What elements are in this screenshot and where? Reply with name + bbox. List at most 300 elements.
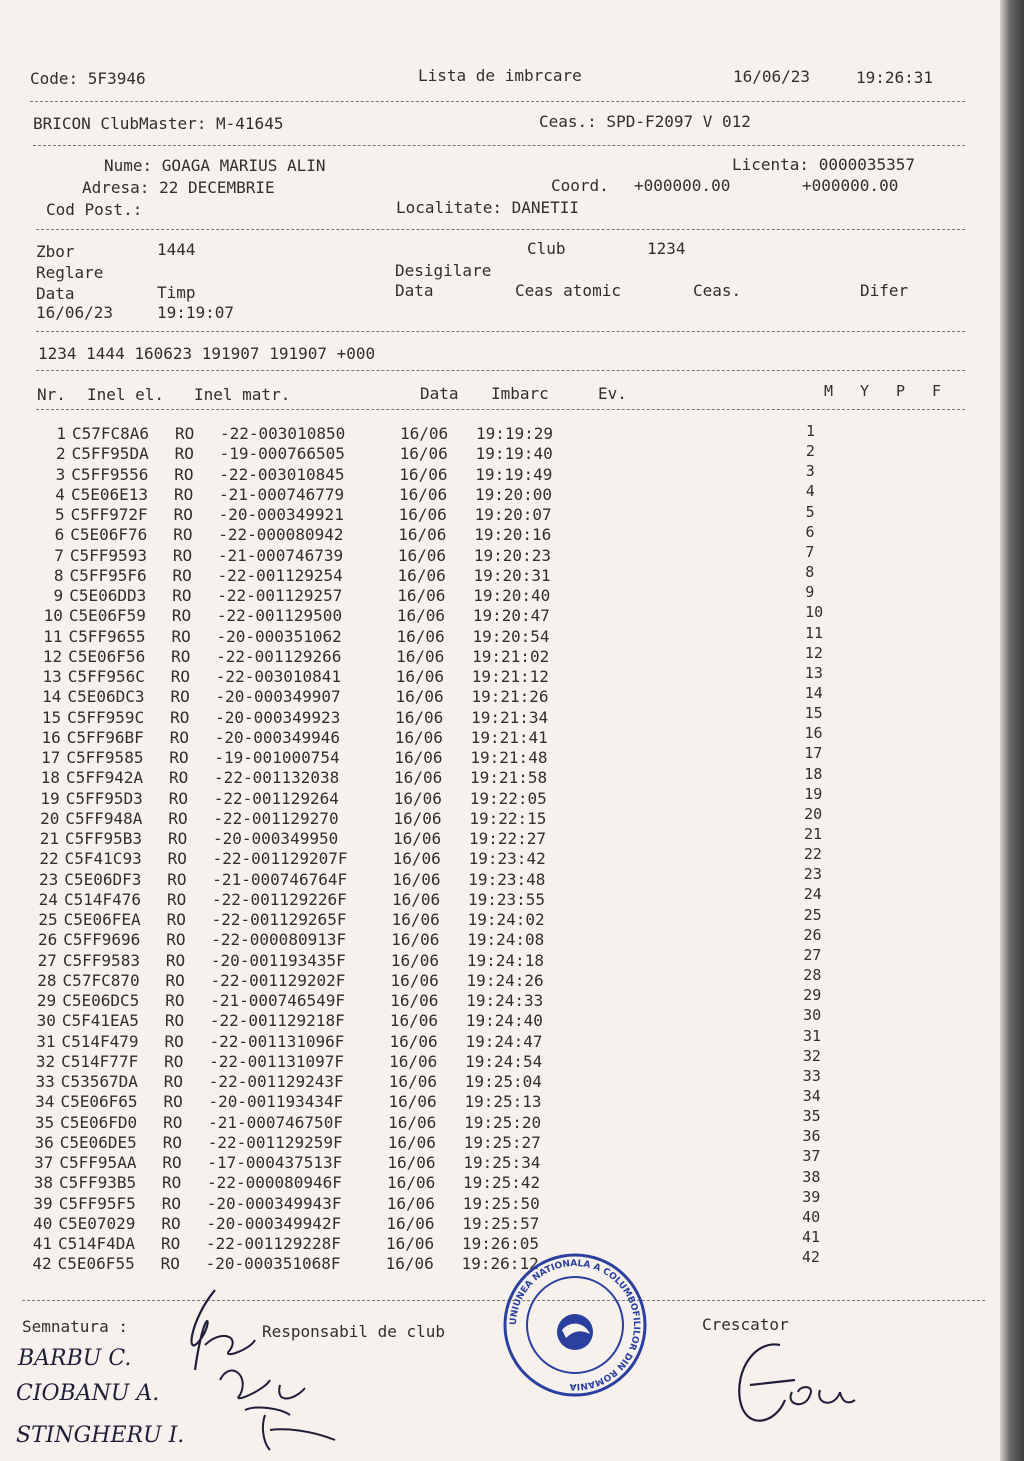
entry-date: 16/06 xyxy=(390,950,440,970)
electronic-ring: C5E06FEA xyxy=(63,910,141,929)
handwritten-name-3: STINGHERU I. xyxy=(16,1423,185,1448)
country-code: RO xyxy=(162,1153,182,1172)
coord-label: Coord. xyxy=(551,176,609,195)
electronic-ring: C5E06F55 xyxy=(57,1254,135,1274)
country-code: RO xyxy=(172,586,192,605)
entry-time: 19:25:34 xyxy=(463,1153,541,1172)
entry-time: 19:20:31 xyxy=(473,565,551,585)
divider xyxy=(36,370,965,371)
country-code: RO xyxy=(169,768,189,788)
row-number: 28 xyxy=(37,970,57,990)
entry-time: 19:19:40 xyxy=(475,444,553,464)
m-value: 5 xyxy=(805,502,815,521)
country-code: RO xyxy=(163,1092,183,1112)
row-number: 38 xyxy=(33,1173,54,1193)
ring-number: -20-000349943F xyxy=(206,1193,342,1213)
row-number: 27 xyxy=(37,950,57,970)
ring-number: -22-001129228F xyxy=(206,1234,341,1253)
entry-time: 19:23:42 xyxy=(468,849,546,869)
row-number: 39 xyxy=(33,1193,53,1213)
row-number: 22 xyxy=(39,849,59,869)
row-number: 35 xyxy=(34,1112,55,1132)
electronic-ring: C5FF93B5 xyxy=(59,1173,137,1193)
row-number: 14 xyxy=(42,687,62,707)
data-label-2: Data xyxy=(395,281,434,300)
country-code: RO xyxy=(162,1132,183,1152)
m-value: 31 xyxy=(803,1026,822,1045)
ring-number: -19-001000754 xyxy=(214,748,340,767)
ring-number: -20-000349942F xyxy=(206,1213,342,1233)
table-row xyxy=(20,986,920,1011)
country-code: RO xyxy=(169,748,189,767)
row-number: 30 xyxy=(36,1011,56,1031)
country-code: RO xyxy=(175,424,195,443)
country-code: RO xyxy=(170,667,191,686)
table-row xyxy=(23,825,923,849)
country-code: RO xyxy=(163,1072,184,1091)
entry-date: 16/06 xyxy=(386,1234,435,1253)
ring-number: -21-000746739 xyxy=(217,545,344,565)
ring-number: -20-000349907 xyxy=(215,687,341,707)
page-title: Lista de imbrcare xyxy=(418,66,582,85)
divider xyxy=(36,409,965,410)
table-row xyxy=(25,724,925,748)
row-number: 24 xyxy=(38,889,58,909)
background-edge xyxy=(1000,0,1024,1461)
entry-time: 19:26:12 xyxy=(461,1254,539,1274)
electronic-ring: C5F41C93 xyxy=(64,849,142,869)
electronic-ring: C5E06F59 xyxy=(68,606,146,626)
table-row xyxy=(16,1248,916,1274)
table-row xyxy=(27,583,927,606)
m-value: 38 xyxy=(802,1167,821,1186)
country-code: RO xyxy=(168,829,188,848)
row-number: 2 xyxy=(56,444,66,464)
ring-number: -22-001129226F xyxy=(211,889,347,909)
m-value: 39 xyxy=(802,1187,821,1206)
entry-time: 19:21:34 xyxy=(471,707,549,727)
ring-number: -22-001129270 xyxy=(213,808,339,828)
country-code: RO xyxy=(161,1234,181,1253)
table-row xyxy=(30,424,930,444)
table-row xyxy=(21,966,921,991)
ring-number: -17-000437513F xyxy=(207,1153,343,1172)
entry-time: 19:21:41 xyxy=(470,727,548,747)
table-row xyxy=(22,865,922,890)
m-value: 11 xyxy=(805,623,824,642)
table-row xyxy=(25,683,925,707)
responsabil-label: Responsabil de club xyxy=(262,1322,446,1341)
entry-date: 16/06 xyxy=(397,565,446,585)
m-value: 35 xyxy=(802,1107,821,1126)
entry-date: 16/06 xyxy=(389,1051,438,1071)
ring-number: -22-000080946F xyxy=(207,1173,342,1193)
entry-date: 16/06 xyxy=(388,1112,437,1132)
ring-number: -22-001129202F xyxy=(210,970,346,990)
ring-number: -22-001129218F xyxy=(209,1011,345,1031)
country-code: RO xyxy=(166,930,186,950)
entry-time: 19:22:27 xyxy=(469,829,547,848)
row-number: 10 xyxy=(43,606,63,626)
electronic-ring: C57FC8A6 xyxy=(72,424,150,443)
ring-number: -20-001193435F xyxy=(210,950,346,970)
electronic-ring: C5E06F65 xyxy=(60,1092,138,1112)
row-number: 37 xyxy=(34,1153,54,1172)
m-value: 36 xyxy=(802,1127,821,1146)
owner-locality: Localitate: DANETII xyxy=(396,198,580,217)
electronic-ring: C5FF95AA xyxy=(59,1153,137,1172)
entry-time: 19:20:23 xyxy=(473,545,551,565)
country-code: RO xyxy=(164,1031,184,1051)
entry-date: 16/06 xyxy=(387,1153,436,1172)
table-row xyxy=(29,502,929,525)
electronic-ring: C5FF956C xyxy=(67,667,145,686)
row-number: 19 xyxy=(40,788,60,808)
country-code: RO xyxy=(172,545,193,565)
col-data: Data xyxy=(420,384,459,403)
entry-date: 16/06 xyxy=(395,687,444,707)
col-inel-el: Inel el. xyxy=(87,385,165,404)
row-number: 23 xyxy=(39,869,59,889)
country-code: RO xyxy=(169,727,190,747)
row-number: 1 xyxy=(56,424,66,443)
m-value: 13 xyxy=(804,663,823,682)
entry-time: 19:25:27 xyxy=(463,1132,541,1152)
ring-number: -20-000351062 xyxy=(216,626,342,646)
electronic-ring: C5E07029 xyxy=(58,1213,136,1233)
code-label: Code: 5F3946 xyxy=(30,69,146,88)
electronic-ring: C5FF9583 xyxy=(62,950,140,970)
electronic-ring: C5F41EA5 xyxy=(61,1011,139,1031)
table-row xyxy=(24,744,924,768)
entry-date: 16/06 xyxy=(398,505,447,524)
table-row xyxy=(25,704,925,728)
electronic-ring: C5FF95DA xyxy=(71,444,149,464)
handwritten-name-1: BARBU C. xyxy=(18,1346,132,1371)
country-code: RO xyxy=(167,849,187,869)
electronic-ring: C5E06FD0 xyxy=(60,1112,138,1132)
electronic-ring: C5FF948A xyxy=(65,808,143,828)
m-value: 15 xyxy=(804,704,823,723)
ring-number: -20-000349946 xyxy=(214,727,340,747)
m-value: 2 xyxy=(805,442,815,461)
entry-time: 19:25:50 xyxy=(462,1193,540,1213)
ring-number: -22-001129266 xyxy=(216,646,342,666)
country-code: RO xyxy=(165,970,185,990)
coord-value-2: +000000.00 xyxy=(802,176,899,195)
entry-time: 19:24:33 xyxy=(466,991,544,1010)
entry-date: 16/06 xyxy=(391,910,440,929)
row-number: 18 xyxy=(40,768,61,788)
country-code: RO xyxy=(166,910,186,929)
row-number: 41 xyxy=(32,1234,52,1253)
entry-date: 16/06 xyxy=(387,1132,436,1152)
entry-date: 16/06 xyxy=(386,1193,435,1213)
entry-date: 16/06 xyxy=(398,525,447,545)
electronic-ring: C5FF95B3 xyxy=(65,829,143,848)
country-code: RO xyxy=(161,1213,181,1233)
crescator-signature xyxy=(720,1330,880,1440)
row-number: 7 xyxy=(54,545,64,565)
m-value: 14 xyxy=(804,683,823,702)
entry-time: 19:26:05 xyxy=(462,1234,540,1253)
row-number: 9 xyxy=(53,586,64,605)
ring-number: -22-001131096F xyxy=(209,1031,345,1051)
electronic-ring: C5FF9655 xyxy=(68,626,146,646)
m-value: 37 xyxy=(802,1147,821,1166)
electronic-ring: C5FF95F5 xyxy=(58,1193,136,1213)
m-value: 26 xyxy=(803,925,822,944)
electronic-ring: C5E06E13 xyxy=(70,484,148,504)
ring-number: -19-000766505 xyxy=(219,444,345,464)
electronic-ring: C5E06DE5 xyxy=(59,1132,137,1152)
table-row xyxy=(23,845,923,869)
signature-scribble xyxy=(170,1280,350,1460)
country-code: RO xyxy=(163,1112,183,1132)
ring-number: -21-000746750F xyxy=(208,1112,343,1132)
ceas-atomic-label: Ceas atomic xyxy=(515,281,621,300)
m-value: 20 xyxy=(804,804,823,823)
m-value: 10 xyxy=(805,603,824,622)
row-number: 11 xyxy=(43,626,63,646)
table-row xyxy=(24,764,924,788)
entry-date: 16/06 xyxy=(388,1072,437,1091)
stamp-text: UNIUNEA NATIONALA A COLUMBOFILILOR DIN ROMANIA xyxy=(508,1258,642,1392)
ring-number: -22-001129265F xyxy=(211,910,347,929)
table-row xyxy=(28,522,928,545)
entry-time: 19:25:13 xyxy=(464,1092,542,1112)
entry-time: 19:24:54 xyxy=(465,1051,543,1071)
m-value: 30 xyxy=(803,1006,822,1025)
m-value: 25 xyxy=(803,905,822,924)
m-value: 29 xyxy=(803,986,822,1005)
ring-number: -20-000349923 xyxy=(215,707,341,727)
m-value: 4 xyxy=(805,482,815,501)
entry-time: 19:24:26 xyxy=(466,970,544,990)
electronic-ring: C514F479 xyxy=(61,1031,139,1051)
print-date: 16/06/23 xyxy=(733,67,811,86)
col-p: P xyxy=(896,382,906,400)
ring-number: -22-001129257 xyxy=(217,586,343,605)
ring-number: -22-001132038 xyxy=(214,768,340,788)
entry-time: 19:24:40 xyxy=(465,1011,543,1031)
m-value: 33 xyxy=(802,1066,821,1085)
m-value: 8 xyxy=(805,563,815,582)
electronic-ring: C5FF972F xyxy=(70,505,148,524)
owner-licence: Licenta: 0000035357 xyxy=(732,155,916,174)
table-row xyxy=(17,1187,917,1214)
row-number: 8 xyxy=(53,565,64,585)
table-row xyxy=(22,905,922,930)
entry-date: 16/06 xyxy=(399,444,448,464)
row-number: 17 xyxy=(41,748,61,767)
entry-time: 19:20:47 xyxy=(472,606,550,626)
electronic-ring: C5E06DC5 xyxy=(62,991,140,1010)
divider xyxy=(36,331,965,332)
zbor-value: 1444 xyxy=(157,240,196,259)
m-value: 41 xyxy=(802,1228,821,1246)
country-code: RO xyxy=(172,565,192,585)
electronic-ring: C514F476 xyxy=(63,889,141,909)
m-value: 23 xyxy=(803,865,822,884)
electronic-ring: C5FF959C xyxy=(67,707,145,727)
table-row xyxy=(23,804,923,829)
reglare-label: Reglare xyxy=(36,263,104,282)
electronic-ring: C5FF942A xyxy=(66,768,144,788)
print-time: 19:26:31 xyxy=(856,68,934,87)
col-y: Y xyxy=(860,382,870,400)
ring-number: -22-001131097F xyxy=(209,1051,344,1071)
row-number: 15 xyxy=(41,707,62,727)
ceas-label: Ceas. xyxy=(693,281,742,300)
table-row xyxy=(26,663,926,687)
m-value: 16 xyxy=(804,724,823,743)
table-row xyxy=(29,462,929,485)
m-value: 9 xyxy=(805,583,815,602)
row-number: 36 xyxy=(34,1132,54,1152)
m-value: 32 xyxy=(802,1046,821,1065)
entry-date: 16/06 xyxy=(396,646,445,666)
entry-time: 19:21:48 xyxy=(470,748,548,767)
ring-number: -22-001129264 xyxy=(213,788,339,808)
entry-time: 19:23:48 xyxy=(468,869,546,889)
row-number: 32 xyxy=(35,1051,56,1071)
table-row xyxy=(26,643,926,667)
ring-number: -20-001193434F xyxy=(208,1092,344,1112)
table-row xyxy=(21,945,921,971)
electronic-ring: C5FF9696 xyxy=(63,930,141,950)
country-code: RO xyxy=(161,1193,181,1213)
electronic-ring: C5FF95F6 xyxy=(69,565,147,585)
electronic-ring: C514F77F xyxy=(61,1051,139,1071)
country-code: RO xyxy=(168,788,188,808)
ring-number: -22-001129254 xyxy=(217,565,343,585)
entry-date: 16/06 xyxy=(394,727,443,747)
entry-time: 19:25:04 xyxy=(464,1072,542,1091)
ring-number: -22-001129207F xyxy=(212,849,348,869)
row-number: 4 xyxy=(55,484,65,504)
ring-number: -20-000349950 xyxy=(213,829,339,848)
country-code: RO xyxy=(166,889,187,909)
electronic-ring: C5E06DD3 xyxy=(69,586,147,605)
entry-date: 16/06 xyxy=(392,869,441,889)
entry-date: 16/06 xyxy=(391,930,440,950)
table-row xyxy=(18,1107,918,1133)
country-code: RO xyxy=(164,1051,184,1071)
entry-time: 19:24:18 xyxy=(466,950,544,970)
table-row xyxy=(16,1207,916,1234)
electronic-ring: C5FF95D3 xyxy=(65,788,143,808)
electronic-ring: C514F4DA xyxy=(58,1234,136,1253)
electronic-ring: C5FF9556 xyxy=(71,464,149,484)
table-row xyxy=(17,1147,917,1173)
entry-date: 16/06 xyxy=(389,1031,438,1051)
table-row xyxy=(18,1086,918,1112)
entry-time: 19:20:54 xyxy=(472,626,550,646)
club-label: Club xyxy=(527,239,566,258)
country-code: RO xyxy=(171,646,191,666)
row-number: 29 xyxy=(36,991,57,1010)
entry-time: 19:25:57 xyxy=(462,1213,540,1233)
entry-time: 19:20:00 xyxy=(474,484,552,504)
entry-date: 16/06 xyxy=(395,667,444,686)
row-number: 31 xyxy=(36,1031,56,1051)
reglare-time: 19:19:07 xyxy=(157,303,235,322)
row-number: 26 xyxy=(37,930,58,950)
m-value: 18 xyxy=(804,764,823,783)
country-code: RO xyxy=(173,525,193,545)
ring-number: -22-001129259F xyxy=(207,1132,343,1152)
col-imbarc: Imbarc xyxy=(491,384,549,403)
m-value: 12 xyxy=(804,643,823,662)
entry-date: 16/06 xyxy=(385,1254,434,1274)
crescator-label: Crescator xyxy=(702,1315,789,1334)
entry-date: 16/06 xyxy=(399,464,448,484)
electronic-ring: C5E06F76 xyxy=(70,525,148,545)
electronic-ring: C5E06DC3 xyxy=(67,687,145,707)
entry-time: 19:21:26 xyxy=(471,687,549,707)
table-row xyxy=(30,444,930,464)
entry-time: 19:19:49 xyxy=(475,464,553,484)
ring-number: -20-000349921 xyxy=(218,505,344,524)
country-code: RO xyxy=(174,464,194,484)
ring-number: -22-001129243F xyxy=(208,1072,344,1091)
table-row xyxy=(27,623,927,647)
ring-number: -22-003010850 xyxy=(220,424,346,443)
divider xyxy=(30,101,965,102)
ring-number: -22-000080913F xyxy=(211,930,347,950)
row-number: 20 xyxy=(40,808,60,828)
m-value: 7 xyxy=(805,542,815,561)
row-number: 40 xyxy=(33,1213,53,1233)
m-value: 28 xyxy=(803,966,822,985)
table-row xyxy=(19,1046,919,1072)
m-value: 22 xyxy=(803,845,822,864)
electronic-ring: C53567DA xyxy=(60,1072,138,1091)
col-nr: Nr. xyxy=(37,385,66,404)
owner-name: Nume: GOAGA MARIUS ALIN xyxy=(104,156,326,175)
clock-label: Ceas.: SPD-F2097 V 012 xyxy=(539,112,751,131)
table-row xyxy=(28,563,928,586)
entry-time: 19:22:15 xyxy=(469,808,547,828)
entry-time: 19:20:40 xyxy=(473,586,551,605)
entry-time: 19:20:07 xyxy=(474,505,552,524)
table-row xyxy=(20,1006,920,1031)
handwritten-name-2: CIOBANU A. xyxy=(16,1381,160,1406)
data-label: Data xyxy=(36,284,75,303)
electronic-ring: C57FC870 xyxy=(62,970,140,990)
entry-date: 16/06 xyxy=(393,808,442,828)
electronic-ring: C5FF9585 xyxy=(66,748,144,767)
entry-time: 19:19:29 xyxy=(476,424,554,443)
row-number: 6 xyxy=(54,525,65,545)
entry-date: 16/06 xyxy=(386,1213,435,1233)
club-value: 1234 xyxy=(647,239,686,258)
country-code: RO xyxy=(168,808,188,828)
coord-value-1: +000000.00 xyxy=(634,176,731,195)
country-code: RO xyxy=(171,606,192,626)
entry-date: 16/06 xyxy=(390,991,439,1010)
col-m: M xyxy=(824,382,834,400)
m-value: 34 xyxy=(802,1086,821,1105)
entry-date: 16/06 xyxy=(393,829,442,848)
owner-address: Adresa: 22 DECEMBRIE xyxy=(82,178,275,197)
country-code: RO xyxy=(171,626,191,646)
ring-number: -21-000746764F xyxy=(212,869,348,889)
m-value: 3 xyxy=(805,462,815,481)
ring-number: -21-000746549F xyxy=(210,991,346,1010)
country-code: RO xyxy=(173,484,194,504)
